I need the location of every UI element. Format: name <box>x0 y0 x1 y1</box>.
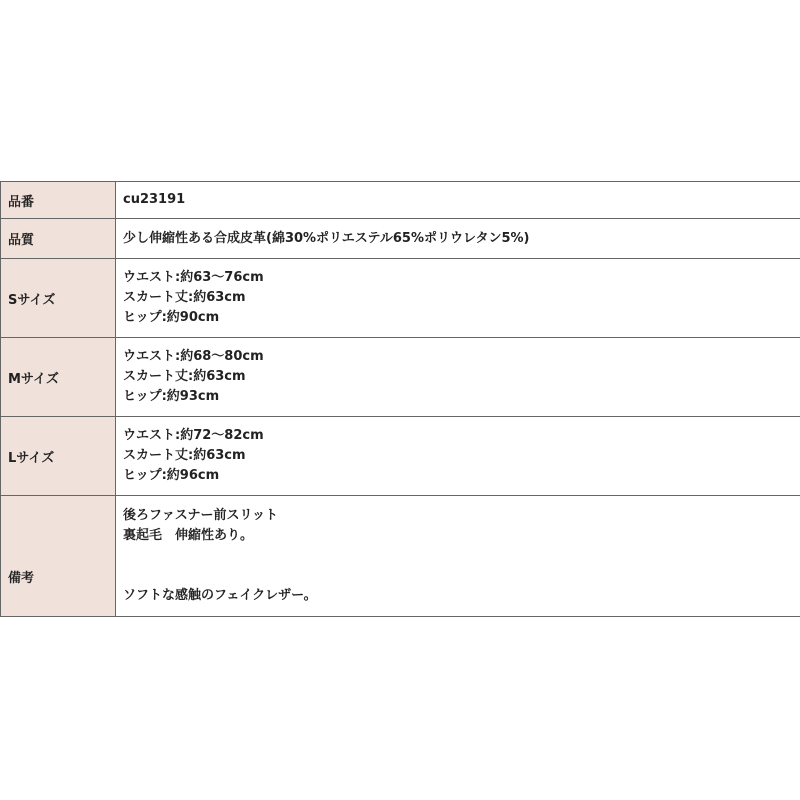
row-size-m <box>1 338 800 417</box>
product-spec-table <box>0 181 800 617</box>
value-notes <box>116 496 800 617</box>
value-line: スカート丈:約63cm <box>123 290 246 305</box>
value-material <box>116 219 800 259</box>
value-line: 後ろファスナー前スリット <box>123 508 278 523</box>
value-line: ヒップ:約96cm <box>123 468 220 483</box>
value-line: ヒップ:約90cm <box>123 310 220 325</box>
row-product-number <box>1 182 800 219</box>
row-material <box>1 219 800 259</box>
value-line: スカート丈:約63cm <box>123 369 246 384</box>
row-notes <box>1 496 800 617</box>
label-size-l: Lサイズ <box>1 417 116 496</box>
value-line: cu23191 <box>123 192 186 207</box>
row-size-l <box>1 417 800 496</box>
label-material: 品質 <box>1 219 116 259</box>
row-size-s <box>1 259 800 338</box>
value-line: ウエスト:約72〜82cm <box>123 428 264 443</box>
value-line: ヒップ:約93cm <box>123 389 220 404</box>
value-size-l <box>116 417 800 496</box>
label-size-s: Sサイズ <box>1 259 116 338</box>
value-line <box>123 566 794 586</box>
value-size-m <box>116 338 800 417</box>
value-line: 裏起毛 伸縮性あり。 <box>123 528 254 543</box>
value-line: 少し伸縮性ある合成皮革(綿30%ポリエステル65%ポリウレタン5%) <box>123 230 530 246</box>
value-line: ウエスト:約68〜80cm <box>123 349 264 364</box>
value-product-number <box>116 182 800 219</box>
label-product-number: 品番 <box>1 182 116 219</box>
value-size-s <box>116 259 800 338</box>
label-notes: 備考 <box>1 496 116 617</box>
value-line <box>123 546 794 566</box>
value-line: ウエスト:約63〜76cm <box>123 270 264 285</box>
value-line: ソフトな感触のフェイクレザー。 <box>123 588 317 603</box>
label-size-m: Mサイズ <box>1 338 116 417</box>
value-line: スカート丈:約63cm <box>123 448 246 463</box>
